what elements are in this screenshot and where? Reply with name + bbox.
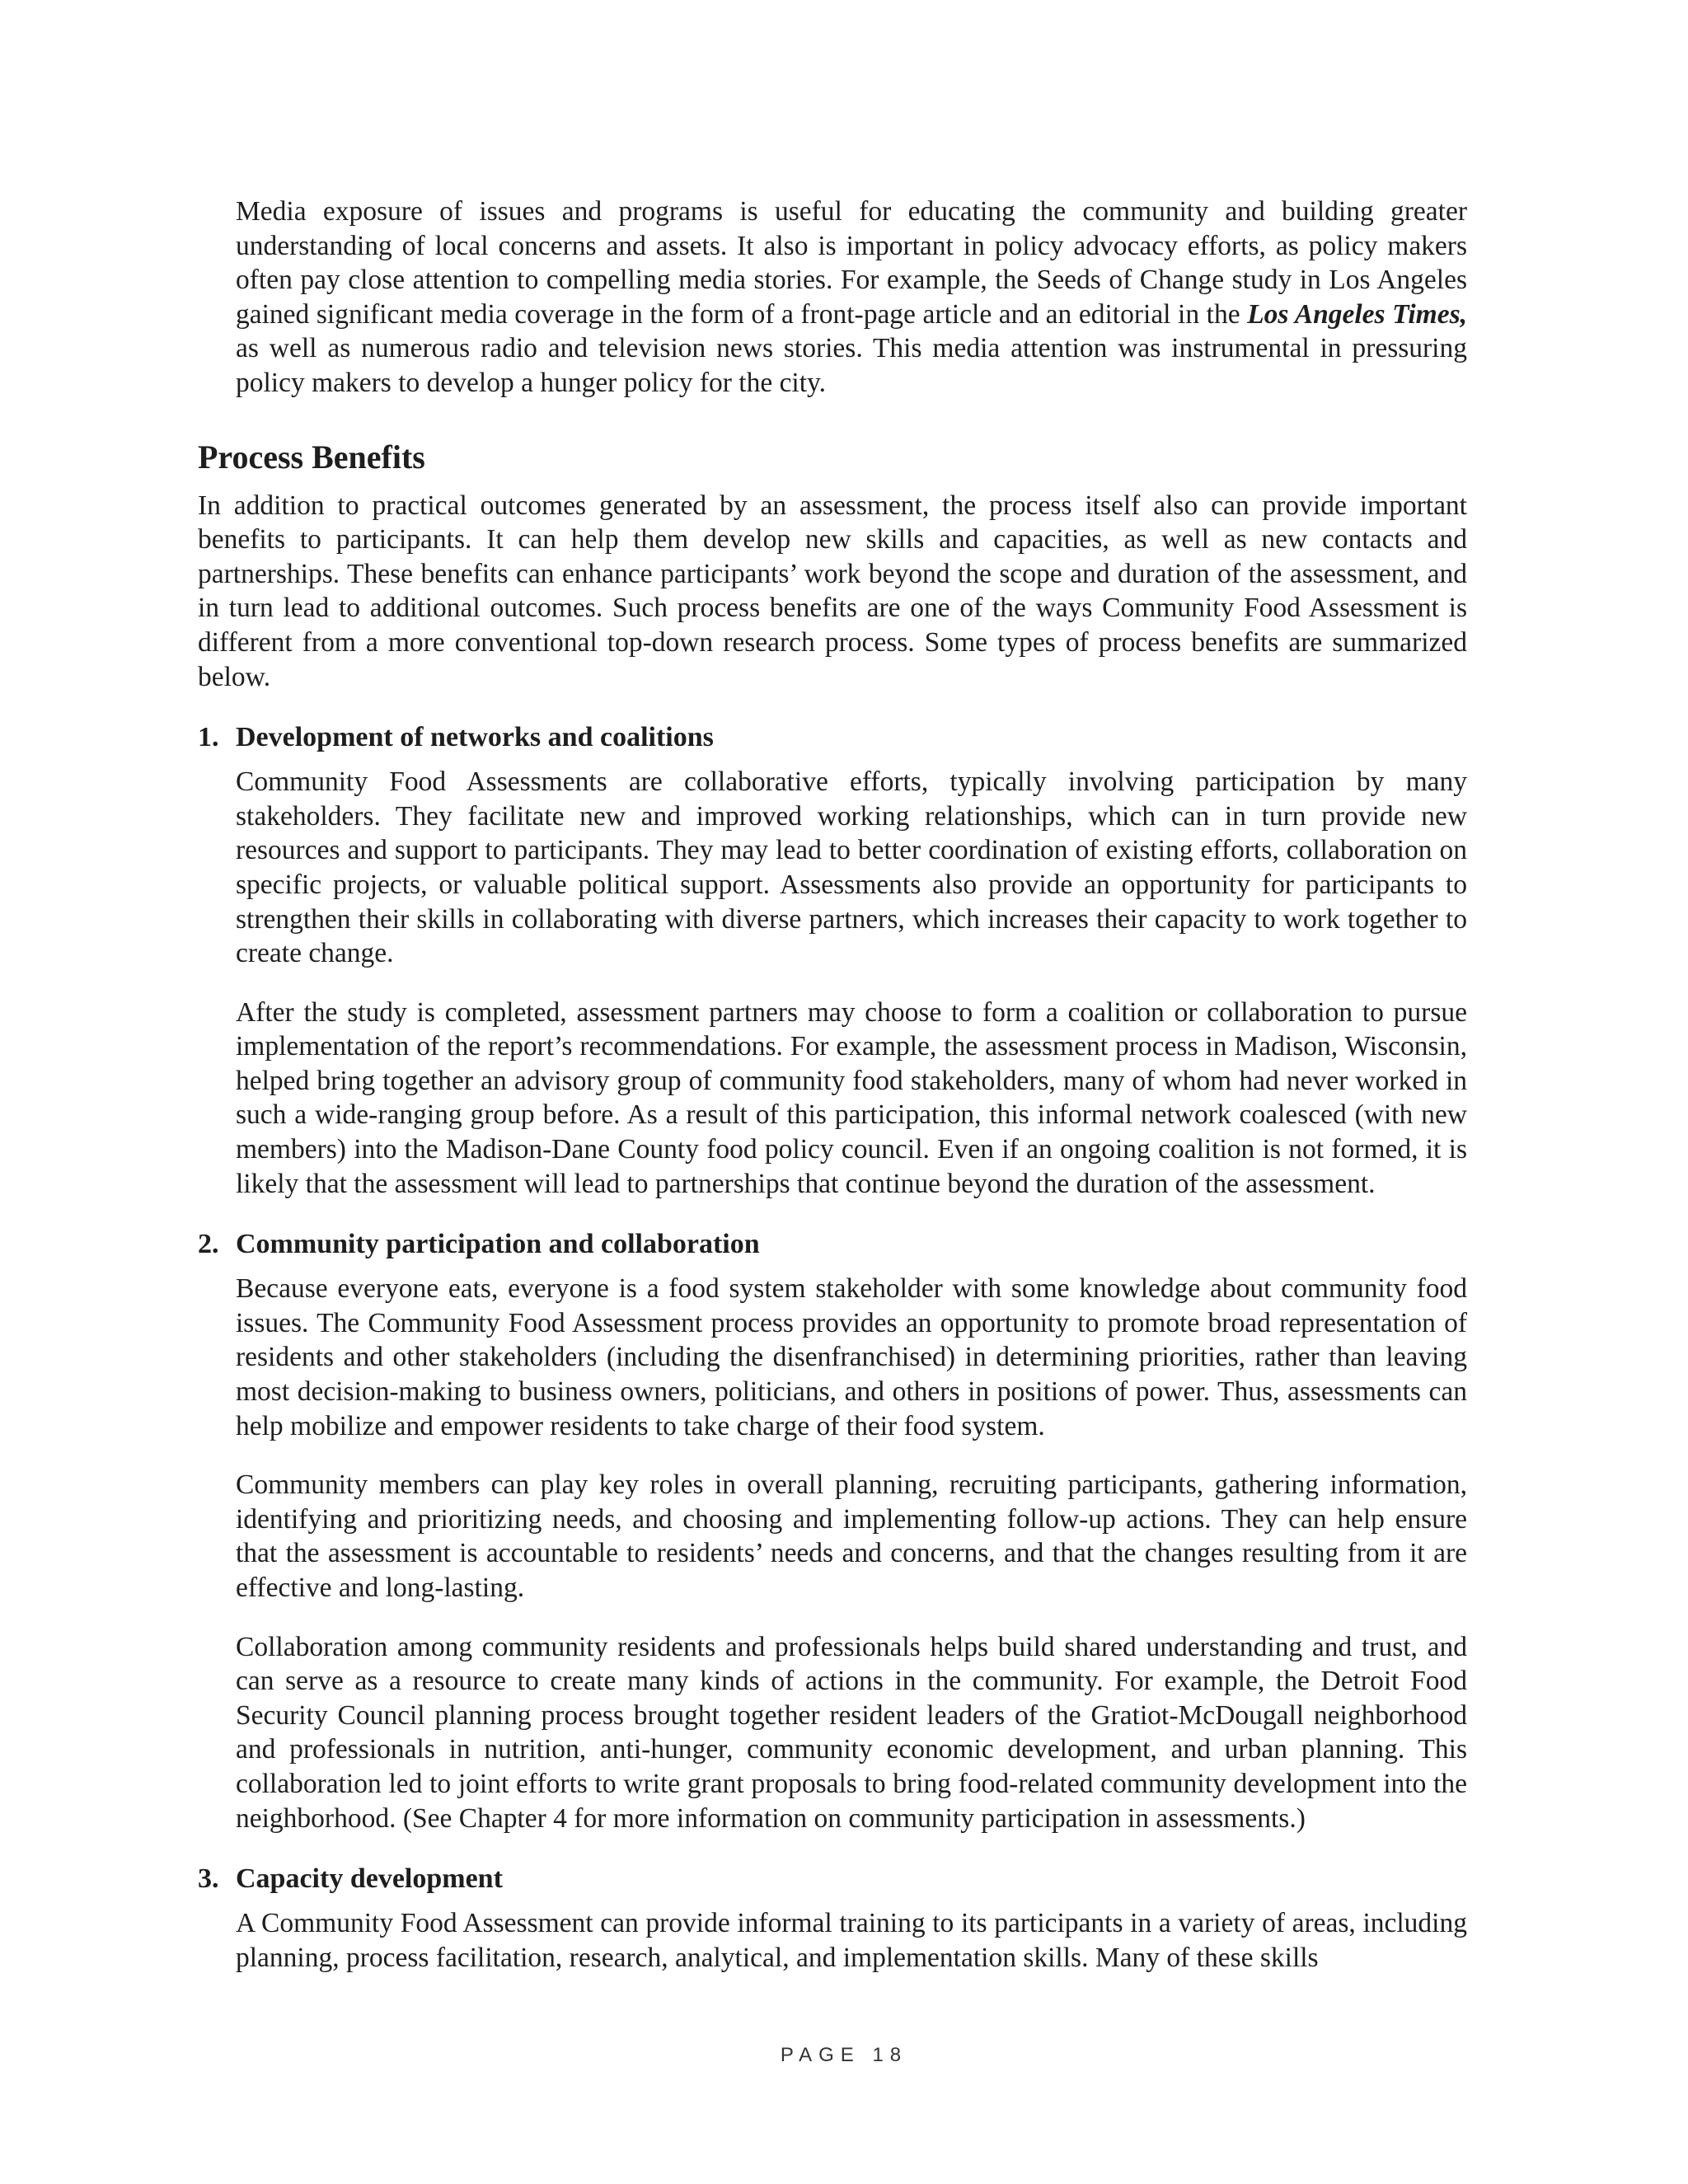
section-3-title: Capacity development: [236, 1863, 503, 1895]
intro-paragraph: [236, 194, 1467, 401]
section-3-paragraph-1: A Community Food Assessment can provide informal training to its participants in a variety of areas, including planning, process facilitation, research, analytical, and implementation skills. Many of these skills: [236, 1908, 1467, 1973]
page-body: [198, 194, 1467, 1975]
section-1-title: Development of networks and coalitions: [236, 722, 714, 753]
section-2-number: 2.: [198, 1229, 219, 1260]
section-2-paragraph-1: Because everyone eats, everyone is a food system stakeholder with some knowledge about community food issues. The Community Food Assessment process provides an opportunity to promote broad representation of residents and other stakeholders (including the disenfranchised) in determining priorities, rather than leaving most decision-making to business owners, politicians, and others in positions of power. Thus, assessments can help mobilize and empower residents to take charge of their food system.: [236, 1273, 1467, 1441]
section-heading: Process Benefits: [198, 438, 425, 476]
section-1-paragraph-1: Community Food Assessments are collaborative efforts, typically involving participation by many stakeholders. They facilitate new and improved working relationships, which can in turn provide new resources and support to participants. They may lead to better coordination of existing efforts, collaboration on specific projects, or valuable political support. Assessments also provide an opportunity for participants to strengthen their skills in collaborating with diverse partners, which increases their capacity to work together to create change.: [236, 766, 1467, 969]
section-2-paragraph-2: Community members can play key roles in overall planning, recruiting participants, gathering information, identifying and prioritizing needs, and choosing and implementing follow-up actions. They can help ensure that the assessment is accountable to residents’ needs and concerns, and that the changes resulting from it are effective and long-lasting.: [236, 1469, 1467, 1603]
section-3-heading: [198, 1862, 1467, 1896]
section-2-paragraph-3: Collaboration among community residents and professionals helps build shared understanding and trust, and can serve as a resource to create many kinds of actions in the community. For example, the Detroit Food Security Council planning process brought together resident leaders of the Gratiot-McDougall neighborhood and professionals in nutrition, anti-hunger, community economic development, and urban planning. This collaboration led to joint efforts to write grant proposals to bring food-related community development into the neighborhood. (See Chapter 4 for more information on community participation in assessments.): [236, 1631, 1467, 1834]
intro-text-2: as well as numerous radio and television news stories. This media attention was instrumental in pressuring policy makers to develop a hunger policy for the city.: [236, 333, 1467, 398]
section-1-paragraph-2: After the study is completed, assessment partners may choose to form a coalition or collaboration to pursue implementation of the report’s recommendations. For example, the assessment process in Madison, Wisconsin, helped bring together an advisory group of community food stakeholders, many of whom had never worked in such a wide-ranging group before. As a result of this participation, this informal network coalesced (with new members) into the Madison-Dane County food policy council. Even if an ongoing coalition is not formed, it is likely that the assessment will lead to partnerships that continue beyond the duration of the assessment.: [236, 996, 1467, 1199]
section-2-title: Community participation and collaboration: [236, 1229, 760, 1260]
page-number: PAGE 18: [780, 2044, 908, 2066]
section-1-number: 1.: [198, 722, 219, 753]
intro-text-1: Media exposure of issues and programs is useful for educating the community and building greater understanding of local concerns and assets. It also is important in policy advocacy efforts, as policy makers often pay close attention to compelling media stories. For example, the Seeds of Change study in Los Angeles gained significant media coverage in the form of a front-page article and an editorial in the: [236, 196, 1467, 330]
lead-paragraph: In addition to practical outcomes generated by an assessment, the process itself also can provide important benefits to participants. It can help them develop new skills and capacities, as well as new contacts and partnerships. These benefits can enhance participants’ work beyond the scope and duration of the assessment, and in turn lead to additional outcomes. Such process benefits are one of the ways Community Food Assessment is different from a more conventional top-down research process. Some types of process benefits are summarized below.: [198, 490, 1467, 692]
intro-italic-title: Los Angeles Times,: [1247, 298, 1468, 330]
section-1-heading: [198, 720, 1467, 755]
section-3-number: 3.: [198, 1863, 219, 1895]
section-2-heading: [198, 1227, 1467, 1262]
